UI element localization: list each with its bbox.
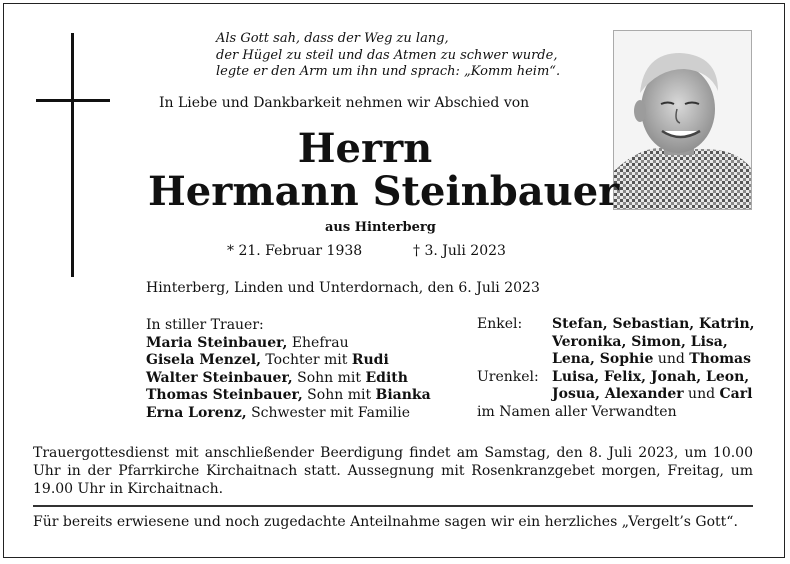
poem <box>216 31 560 81</box>
relatives-row <box>477 404 762 422</box>
portrait-photo <box>613 30 752 210</box>
grandchildren-row <box>477 316 762 334</box>
death-date: † 3. Juli 2023 <box>413 243 506 259</box>
salutation: Herrn <box>297 125 433 172</box>
mourner-row <box>146 370 431 388</box>
mourner-partner: Bianka <box>375 387 431 404</box>
thanks-text: Für bereits erwiesene und noch zugedachte Anteilnahme sagen wir ein herzliches „Vergelt’s Gott“. <box>33 514 738 530</box>
mourner-relation: Sohn mit <box>292 369 366 386</box>
great-grandchildren-label: Urenkel: <box>477 368 539 385</box>
mourner-partner: Rudi <box>351 352 389 369</box>
mourner-row <box>146 387 431 405</box>
portrait-image <box>614 31 752 210</box>
grandchildren-row <box>477 334 762 352</box>
mourner-relation: Tochter mit <box>260 352 352 369</box>
great-grandchildren-names: Luisa, Felix, Jonah, Leon, <box>552 368 750 385</box>
poem-line: Als Gott sah, dass der Weg zu lang, <box>216 31 449 46</box>
mourner-row <box>146 352 431 370</box>
grandchildren-names: Veronika, Simon, Lisa, <box>552 333 728 350</box>
origin: aus Hinterberg <box>325 220 436 235</box>
deceased-name: Hermann Steinbauer <box>148 168 620 215</box>
divider <box>33 505 753 507</box>
grandchildren-label: Enkel: <box>477 316 523 332</box>
family-list <box>477 316 762 422</box>
birth-date: * 21. Februar 1938 <box>227 243 363 259</box>
cross-icon-bar <box>36 99 110 102</box>
mourner-row <box>146 405 431 423</box>
mourner-relation: Schwester mit Familie <box>246 404 410 421</box>
great-grandchildren-row <box>477 369 762 387</box>
mourner-row <box>146 335 431 353</box>
great-grandchildren-names: Carl <box>719 386 753 403</box>
mourners-heading: In stiller Trauer: <box>146 317 264 333</box>
service-info: Trauergottesdienst mit anschließender Beerdigung findet am Samstag, den 8. Juli 2023, um 10.00 Uhr in der Pfarrkirche Kirchaitnach statt. Aussegnung mit Rosenkranzgebet morgen, Freitag, um 19.00 Uhr in Kirchaitnach. <box>33 445 753 497</box>
mourner-name: Gisela Menzel, <box>146 352 261 369</box>
grandchildren-names: Lena, Sophie <box>552 351 654 368</box>
grandchildren-names: Thomas <box>689 351 751 368</box>
conjunction: und <box>683 386 720 403</box>
great-grandchildren-names: Josua, Alexander <box>552 386 684 403</box>
conjunction: und <box>653 351 690 368</box>
grandchildren-row <box>477 351 762 369</box>
place-and-date: Hinterberg, Linden und Unterdornach, den 6. Juli 2023 <box>146 280 540 296</box>
intro-text: In Liebe und Dankbarkeit nehmen wir Abschied von <box>159 95 530 111</box>
poem-line: der Hügel zu steil und das Atmen zu schwer wurde, <box>216 47 558 63</box>
mourner-name: Erna Lorenz, <box>146 404 247 421</box>
mourners-list <box>146 317 431 423</box>
great-grandchildren-row <box>477 386 762 404</box>
grandchildren-names: Stefan, Sebastian, Katrin, <box>552 316 755 332</box>
relatives-text: im Namen aller Verwandten <box>477 403 677 420</box>
mourner-partner: Edith <box>365 369 408 386</box>
mourner-name: Maria Steinbauer, <box>146 334 288 351</box>
mourner-relation: Ehefrau <box>287 334 349 351</box>
mourner-name: Thomas Steinbauer, <box>146 387 303 404</box>
poem-line: legte er den Arm um ihn und sprach: „Komm heim“. <box>216 64 561 79</box>
mourner-name: Walter Steinbauer, <box>146 369 293 386</box>
mourner-relation: Sohn mit <box>302 387 376 404</box>
